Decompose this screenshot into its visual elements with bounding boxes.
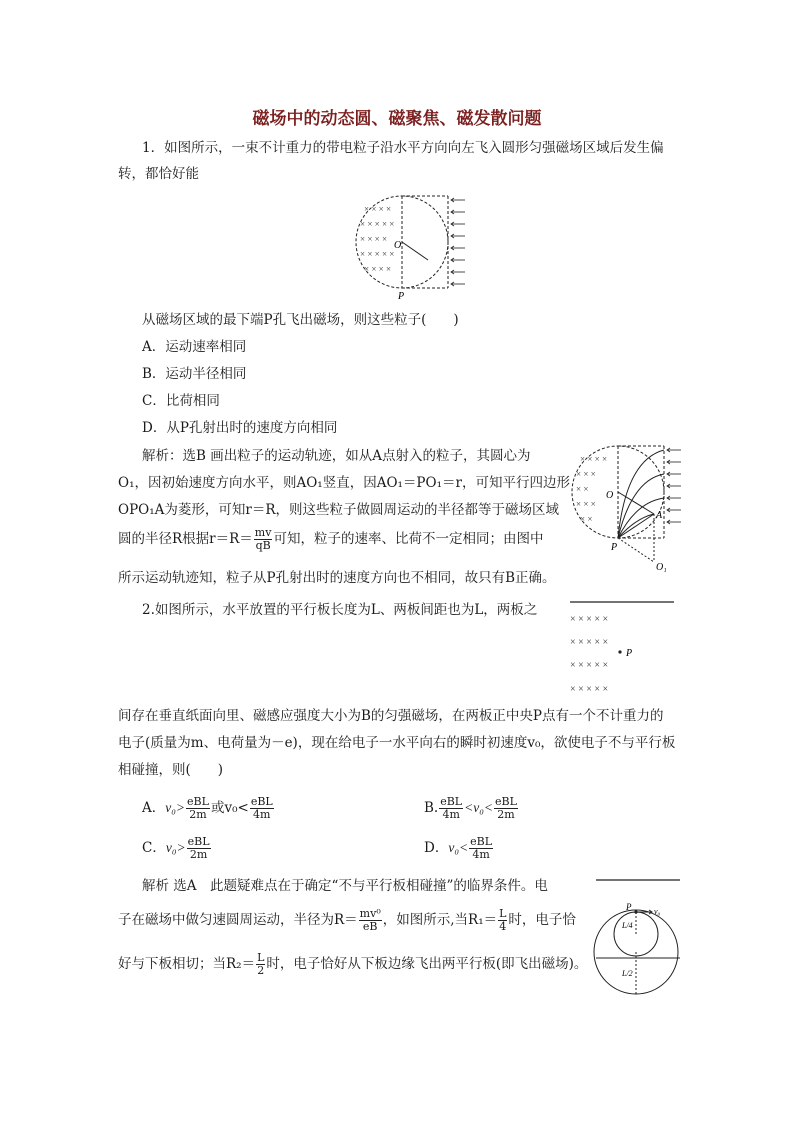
q1-option-d: D．从P孔射出时的速度方向相同 bbox=[142, 420, 338, 436]
svg-text:× × × ×: × × × × bbox=[360, 234, 388, 244]
q2-figure-plates bbox=[566, 598, 678, 700]
q1-analysis-line4: 圆的半径R根据r＝R＝ $\frac{mv}{qB}$ 可知，粒子的速率、比荷不一定相同；由图中 bbox=[118, 526, 544, 552]
q1-label-P: P bbox=[398, 291, 405, 302]
q1-option-b: B．运动半径相同 bbox=[142, 366, 247, 382]
svg-text:A: A bbox=[656, 510, 663, 521]
q1-field-cross-marks bbox=[360, 204, 394, 274]
q2-text-line1: 2.如图所示，水平放置的平行板长度为L、两板间距也为L，两板之 bbox=[142, 602, 538, 618]
q1-option-a: A．运动速率相同 bbox=[142, 339, 247, 355]
q1-option-c: C．比荷相同 bbox=[142, 393, 220, 409]
svg-text:× × × ×: × × × × bbox=[364, 204, 392, 214]
q2-analysis-line3: 好与下板相切；当R₂＝ $\frac{L}{2}$ 时，电子恰好从下板边缘飞出两平行板(即飞出磁场)。 bbox=[118, 951, 588, 977]
q2-option-b: B. $\frac{\text{eBL}}{4m}$ <v₀< $\frac{\text{eBL}}{2m}$ bbox=[424, 795, 517, 821]
svg-text:v₀: v₀ bbox=[654, 907, 661, 916]
svg-text:O₁: O₁ bbox=[656, 562, 667, 573]
svg-text:L/4: L/4 bbox=[622, 921, 633, 930]
svg-text:× × × ×: × × × × bbox=[580, 454, 608, 464]
q2-text-line3: 电子(质量为m、电荷量为－e)，现在给电子一水平向右的瞬时初速度v₀，欲使电子不与平行板 bbox=[118, 735, 676, 751]
svg-text:× × ×: × × × bbox=[576, 499, 596, 509]
svg-text:× ×: × × bbox=[580, 514, 593, 524]
q2-option-a: A．v₀> $\frac{\text{eBL}}{2m}$ 或v₀< $\frac{\text{eBL}}{4m}$ bbox=[142, 795, 273, 821]
q1-text-line1: 1．如图所示，一束不计重力的带电粒子沿水平方向向左飞入圆形匀强磁场区域后发生偏 bbox=[142, 140, 664, 156]
svg-text:× × × × ×: × × × × × bbox=[570, 684, 609, 695]
svg-text:× × × × ×: × × × × × bbox=[570, 614, 609, 625]
svg-text:O: O bbox=[606, 490, 614, 501]
svg-text:P: P bbox=[611, 542, 618, 553]
q2-text-line4: 相碰撞，则( ) bbox=[118, 762, 224, 778]
q1-figure-magnetic-field bbox=[350, 190, 470, 302]
svg-text:× × × × ×: × × × × × bbox=[360, 219, 395, 229]
page-title: 磁场中的动态圆、磁聚焦、磁发散问题 bbox=[252, 109, 542, 129]
q1-label-O: O bbox=[394, 240, 402, 251]
svg-text:× × × × ×: × × × × × bbox=[360, 249, 395, 259]
q1-analysis-fraction: $\frac{mv}{qB}$ bbox=[254, 526, 272, 552]
svg-text:P: P bbox=[626, 902, 632, 912]
q1-analysis-line1: 解析：选B 画出粒子的运动轨迹，如从A点射入的粒子，其圆心为 bbox=[142, 448, 531, 464]
svg-text:× × × ×: × × × × bbox=[364, 264, 392, 274]
q1-incoming-arrows bbox=[451, 198, 465, 286]
q2-analysis-figure bbox=[592, 876, 684, 1000]
svg-text:× × × × ×: × × × × × bbox=[570, 660, 609, 671]
svg-text:× ×: × × bbox=[576, 484, 589, 494]
q1-text-line3: 从磁场区域的最下端P孔飞出磁场，则这些粒子( ) bbox=[142, 312, 459, 328]
q2-text-line2: 间存在垂直纸面向里、磁感应强度大小为B的匀强磁场，在两板正中央P点有一个不计重力的 bbox=[118, 708, 664, 724]
q2-option-c: C．v₀> $\frac{\text{eBL}}{2m}$ bbox=[142, 835, 210, 861]
q2-analysis-line1: 解析 选A 此题疑难点在于确定“不与平行板相碰撞”的临界条件。电 bbox=[142, 878, 548, 894]
q2-analysis-line2: 子在磁场中做匀速圆周运动，半径为R＝ $\frac{\text{mv⁰}}{eB}$ ，如图所示,当R₁＝ $\frac{L}{4}$ 时，电子恰 bbox=[118, 907, 576, 933]
q2-label-P: P bbox=[626, 648, 633, 659]
svg-text:× × ×: × × × bbox=[576, 469, 596, 479]
q1-analysis-line2: O₁，因初始速度方向水平，则AO₁竖直，因AO₁＝PO₁＝r，可知平行四边形 bbox=[118, 475, 570, 491]
q2-option-d: D．v₀< $\frac{\text{eBL}}{4m}$ bbox=[424, 835, 493, 861]
q1-analysis-figure bbox=[566, 440, 686, 575]
q1-analysis-line3: OPO₁A为菱形，可知r＝R，则这些粒子做圆周运动的半径都等于磁场区域 bbox=[118, 502, 559, 518]
q1-text-line2: 转，都恰好能 bbox=[118, 166, 199, 182]
svg-text:× × × × ×: × × × × × bbox=[570, 637, 609, 648]
svg-text:L/2: L/2 bbox=[622, 969, 633, 978]
q1-analysis-line5: 所示运动轨迹知，粒子从P孔射出时的速度方向也不相同，故只有B正确。 bbox=[118, 570, 556, 586]
